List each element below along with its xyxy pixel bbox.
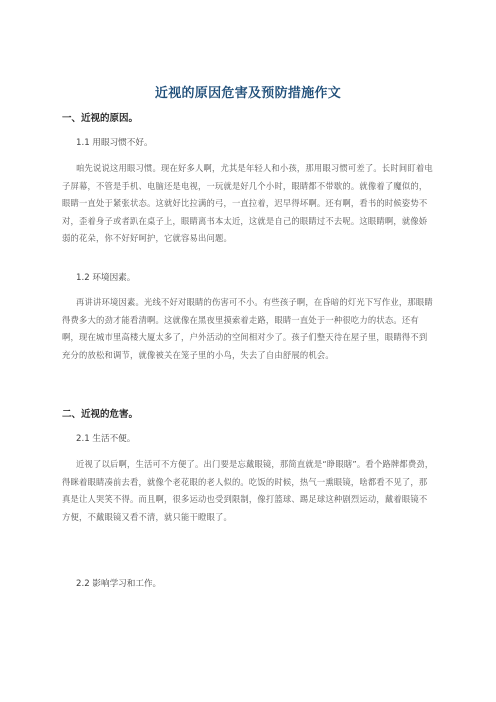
paragraph-life-inconvenience: 近视了以后啊，生活可不方便了。出门要是忘戴眼镜，那简直就是“睁眼瞎”。看个路牌都费劲，得眯着眼睛凑前去看，就像个老花眼的老人似的。吃饭的时候，热气一熏眼镜，啥都看不见了，那真是让人哭笑不得。而且啊，很多运动也受到限制，像打篮球、踢足球这种剧烈运动，戴着眼镜不方便，不戴眼镜又看不清，就只能干瞪眼了。 (62, 459, 434, 522)
document-title: 近视的原因危害及预防措施作文 (154, 86, 342, 101)
subsection-heading-environment: 1.2 环境因素。 (76, 273, 136, 283)
paragraph-eye-habits: 咱先说说这用眼习惯。现在好多人啊，尤其是年轻人和小孩，那用眼习惯可差了。长时间盯着电子屏幕，不管是手机、电脑还是电视，一玩就是好几个小时，眼睛都不带歇的。就像着了魔似的，眼睛一直处于紧张状态。这就好比拉满的弓，一直拉着，迟早得坏啊。还有啊，看书的时候姿势不对，歪着身子或者趴在桌子上，眼睛离书本太近，这就是自己的眼睛过不去呢。这眼睛啊，就像娇弱的花朵，你不好好呵护，它就容易出问题。 (62, 163, 433, 243)
section-heading-harms: 二、近视的危害。 (62, 409, 139, 420)
subsection-heading-life-inconvenience: 2.1 生活不便。 (76, 434, 136, 444)
paragraph-environment: 再讲讲环境因素。光线不好对眼睛的伤害可不小。有些孩子啊，在昏暗的灯光下写作业，那眼睛得费多大的劲才能看清啊。这就像在黑夜里摸索着走路，眼睛一直处于一种很吃力的状态。还有啊，现在城市里高楼大厦太多了，户外活动的空间相对少了。孩子们整天待在屋子里，眼睛得不到充分的放松和调节，就像被关在笼子里的小鸟，失去了自由舒展的机会。 (62, 297, 433, 360)
subsection-heading-eye-habits: 1.1 用眼习惯不好。 (76, 138, 153, 148)
section-heading-causes: 一、近视的原因。 (62, 113, 139, 124)
subsection-heading-study-work: 2.2 影响学习和工作。 (76, 579, 162, 589)
